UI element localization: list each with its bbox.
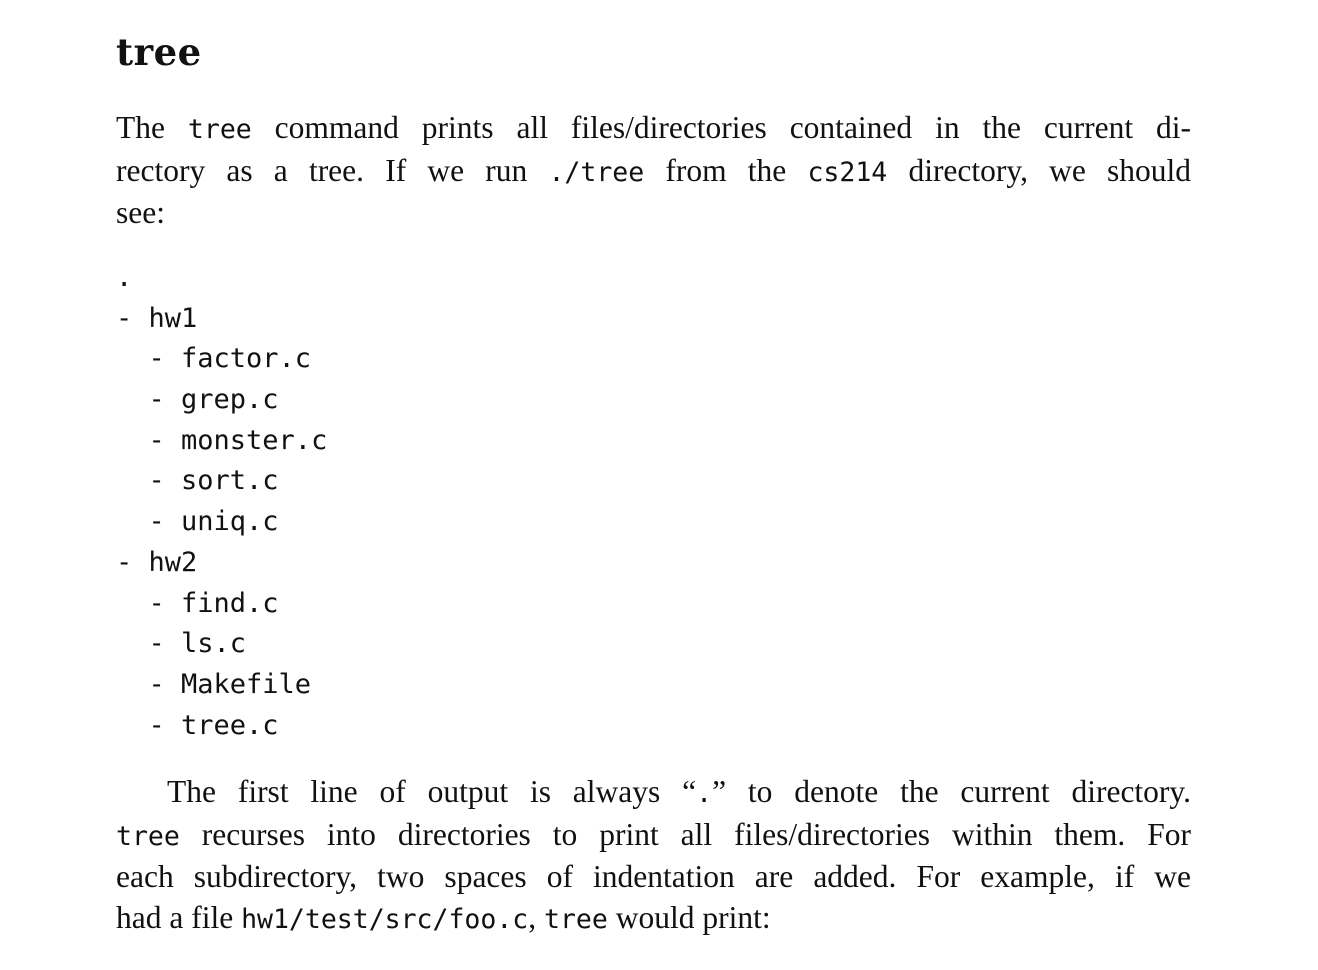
intro-text: rectory as a tree. If we run [116, 152, 528, 188]
explanation-text: , [528, 899, 537, 935]
tree-output-line: - find.c [116, 587, 279, 619]
tree-output-line: . [116, 262, 133, 293]
explanation-line-3: each subdirectory, two spaces of indentation are added. For example, if we [116, 859, 1191, 895]
inline-code: hw1/test/src/foo.c [241, 903, 529, 935]
inline-code: cs214 [807, 156, 888, 188]
tree-output-line: - ls.c [116, 628, 247, 660]
intro-text: The [116, 110, 165, 145]
explanation-line-1 [116, 772, 1191, 815]
intro-text: command prints all files/directories contained in the current di- [274, 110, 1191, 145]
tree-output-line: - factor.c [116, 343, 312, 375]
intro-text: directory, we should [908, 152, 1192, 188]
intro-text: from the [665, 152, 787, 188]
tree-output-line: - hw1 [116, 302, 198, 334]
intro-line-1 [116, 108, 1191, 151]
inline-code: tree [116, 820, 180, 852]
inline-code: tree [187, 114, 252, 145]
tree-output-line: - grep.c [116, 384, 279, 416]
explanation-line-2 [116, 815, 1191, 858]
inline-code: tree [544, 903, 608, 935]
explanation-text: would print: [615, 899, 771, 935]
intro-paragraph [116, 108, 1191, 234]
tree-output-line: - hw2 [116, 546, 198, 578]
tree-output-line: - monster.c [116, 424, 328, 456]
explanation-text: recurses into directories to print all files/directories within them. For [201, 816, 1191, 852]
explanation-paragraph [116, 772, 1191, 940]
tree-output-block [116, 258, 327, 746]
explanation-text: ” to denote the current directory. [712, 774, 1191, 809]
explanation-text: The first line of output is always “ [167, 774, 697, 809]
tree-output-line: - Makefile [116, 668, 312, 700]
explanation-text: had a file [116, 899, 234, 935]
section-heading: tree [116, 30, 202, 74]
tree-output-line: - uniq.c [116, 506, 279, 538]
tree-output-line: - sort.c [116, 465, 279, 497]
explanation-line-4 [116, 898, 1191, 941]
inline-code: . [696, 778, 713, 809]
inline-code: ./tree [548, 156, 645, 188]
tree-output-line: - tree.c [116, 709, 279, 741]
intro-line-2 [116, 151, 1191, 194]
intro-line-3: see: [116, 195, 165, 231]
